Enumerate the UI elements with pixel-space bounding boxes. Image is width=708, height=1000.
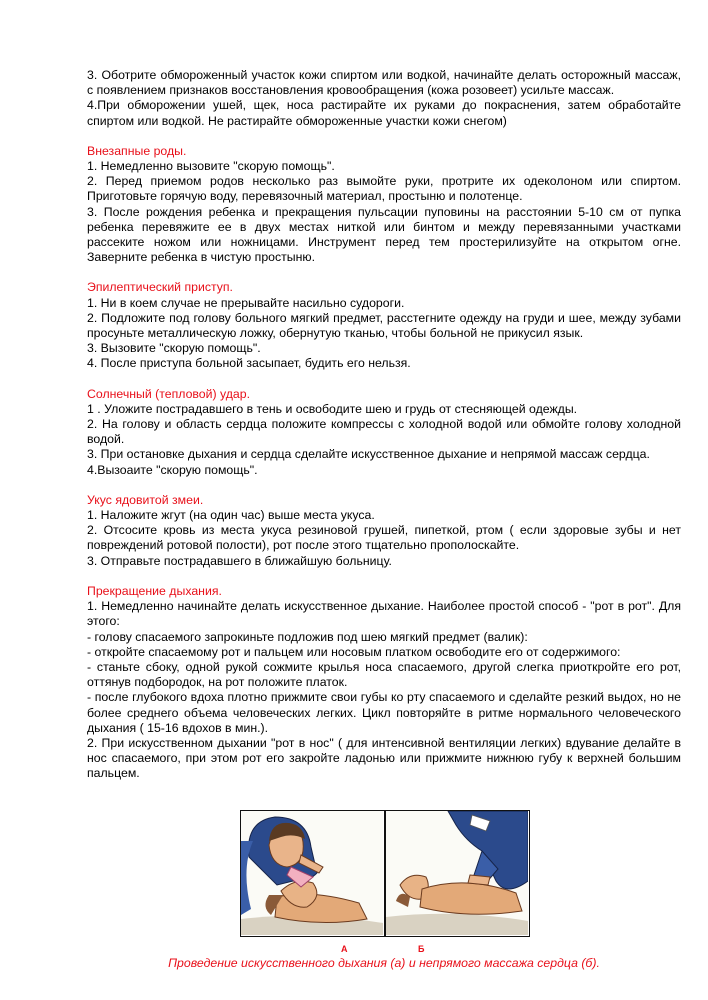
section-sudden-birth: [87, 144, 681, 266]
section-heat-stroke: [87, 387, 681, 478]
illustration-panel-b: [385, 810, 530, 937]
section-breathing-stopped: [87, 584, 681, 782]
paragraph: - голову спасаемого запрокиньте подложив под шею мягкий предмет (валик):: [87, 629, 528, 644]
paragraph: 2. Перед приемом родов несколько раз вымойте руки, протрите их одеколоном или спиртом. Приготовьте горячую воду, перевязочный материал, простыню и полотенце.: [87, 174, 681, 204]
paragraph: 4. После приступа больной засыпает, будить его нельзя.: [87, 356, 411, 371]
paragraph: 1. Немедленно вызовите "скорую помощь".: [87, 159, 335, 174]
paragraph: - после глубокого вдоха плотно прижмите свои губы ко рту спасаемого и сделайте резкий выдох, но не более среднего объема человеческих легких. Цикл повторяйте в ритме нормального человеческого дыхания ( 15-16 вдохов в мин.).: [87, 690, 681, 735]
chest-compression-drawing: [386, 811, 528, 935]
figure-panel-labels: [0, 944, 708, 956]
paragraph: - откройте спасаемому рот и пальцем или носовым платком освободите его от содержимого:: [87, 644, 621, 659]
paragraph: 2. Отсосите кровь из места укуса резиновой грушей, пипеткой, ртом ( если здоровые зубы и нет повреждений ротовой полости), рот после этого тщательно прополоскайте.: [87, 523, 681, 553]
paragraph: 2. При искусственном дыхании "рот в нос" ( для интенсивной вентиляции легких) вдувание делайте в нос спасаемого, при этом рот его закройте ладонью или прижмите нижнюю губу к верхней большим пальцем.: [87, 735, 681, 781]
panel-label-b: Б: [418, 944, 425, 954]
paragraph: 3. При остановке дыхания и сердца сделайте искусственное дыхание и непрямой массаж сердца.: [87, 447, 650, 462]
paragraph: 1. Ни в коем случае не прерывайте насильно судороги.: [87, 295, 405, 310]
figure-caption: Проведение искусственного дыхания (а) и непрямого массажа сердца (б).: [168, 956, 600, 970]
cpr-illustration: [240, 810, 530, 937]
paragraph: 4.Вызоаите "скорую помощь".: [87, 462, 258, 477]
paragraph: 1. Немедленно начинайте делать искусственное дыхание. Наиболее простой способ - "рот в рот". Для этого:: [87, 599, 681, 629]
paragraph: 3. Отправьте пострадавшего в ближайшую больницу.: [87, 553, 392, 568]
section-heading: Укус ядовитой змеи.: [87, 492, 204, 507]
paragraph: 4.При обморожении ушей, щек, носа растирайте их руками до покраснения, затем обработайте спиртом или водкой. Не растирайте обмороженные участки кожи снегом): [87, 98, 681, 128]
paragraph: 3. Оботрите обмороженный участок кожи спиртом или водкой, начинайте делать осторожный массаж, с появлением признаков восстановления кровообращения (кожа розовеет) усильте массаж.: [87, 68, 681, 98]
panel-label-a: А: [341, 944, 348, 954]
paragraph: 1 . Уложите пострадавшего в тень и освободите шею и грудь от стесняющей одежды.: [87, 401, 578, 416]
illustration-panel-a: [240, 810, 385, 937]
paragraph: 2. На голову и область сердца положите компрессы с холодной водой или обмойте голову холодной водой.: [87, 417, 681, 447]
section-heading: Эпилептический приступ.: [87, 280, 233, 295]
section-heading: Внезапные роды.: [87, 143, 187, 158]
paragraph: 1. Наложите жгут (на один час) выше места укуса.: [87, 508, 375, 523]
paragraph: 2. Подложите под голову больного мягкий предмет, расстегните одежду на груди и шее, между зубами просуньте металлическую ложку, обернутую тканью, чтобы больной не прикусил язык.: [87, 310, 681, 341]
section-frostbite: [87, 68, 681, 129]
document-body: [87, 68, 681, 782]
section-heading: Прекращение дыхания.: [87, 583, 222, 598]
paragraph: 3. После рождения ребенка и прекращения пульсации пуповины на расстоянии 5-10 см от пупка ребенка перевяжите ее в двух местах ниткой или бинтом и между перевязанными участками рассеките ножом или ножницами. Инструмент перед тем простерилизуйте на открытом огне. Заверните ребенка в чистую простыню.: [87, 204, 681, 265]
paragraph: - станьте сбоку, одной рукой сожмите крылья носа спасаемого, другой слегка приоткройте его рот, оттянув подбородок, на рот положите платок.: [87, 659, 681, 690]
rescue-breathing-drawing: [241, 811, 383, 935]
paragraph: 3. Вызовите "скорую помощь".: [87, 341, 261, 356]
section-epileptic-seizure: [87, 280, 681, 371]
section-heading: Солнечный (тепловой) удар.: [87, 386, 251, 401]
section-snake-bite: [87, 493, 681, 569]
